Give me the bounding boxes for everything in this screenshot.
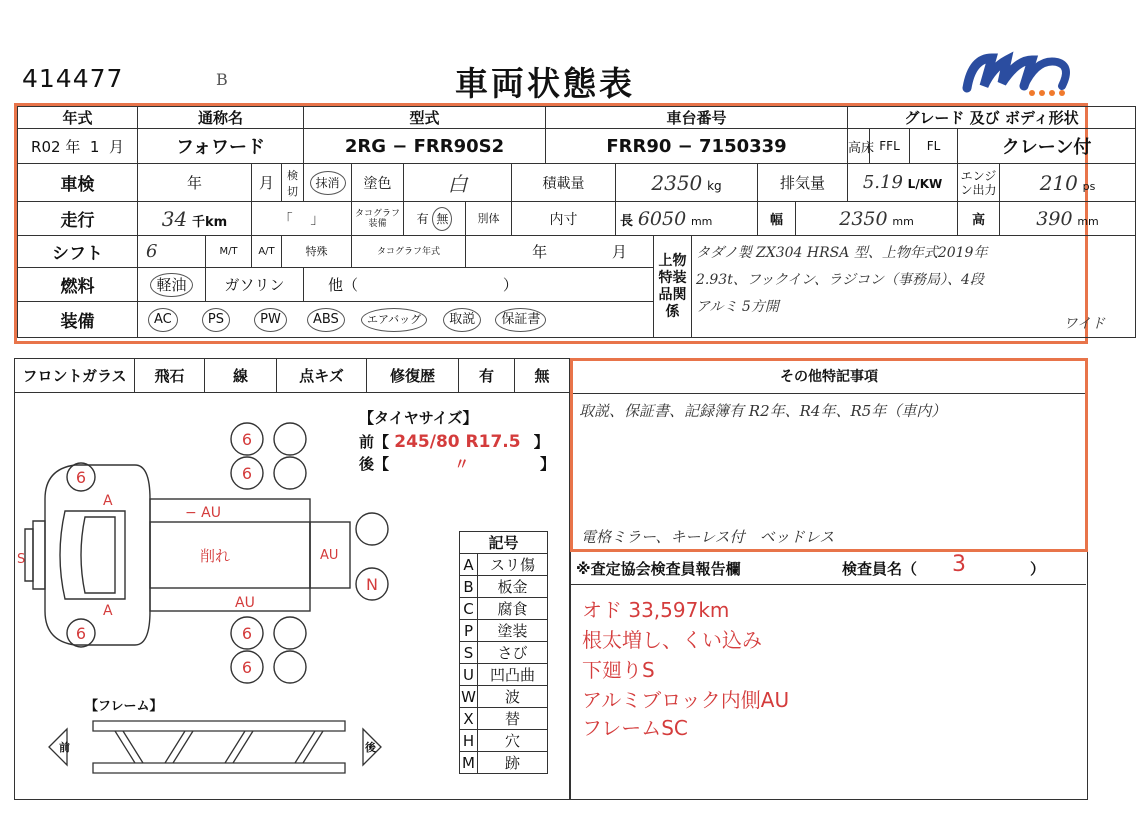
tosyoku-label: 塗色 bbox=[352, 164, 404, 202]
inspector-value: 3 bbox=[952, 552, 966, 577]
tire-mark-4: 6 bbox=[241, 658, 253, 677]
symbol-value: スリ傷 bbox=[478, 554, 548, 576]
tire-mark-1: 6 bbox=[241, 430, 253, 449]
jouko-note-4: ワイド bbox=[1063, 316, 1106, 332]
soubi-torisetsu: 取説 bbox=[443, 308, 481, 332]
shift-mt: M/T bbox=[206, 236, 252, 268]
damage-panel bbox=[14, 358, 570, 800]
other-note-1: 取説、保証書、記録簿有 R2年、R4年、R5年（車内） bbox=[579, 402, 947, 420]
cho-value: 6050 bbox=[637, 207, 687, 230]
haba-label: 幅 bbox=[758, 202, 796, 236]
tire-mark-2: 6 bbox=[241, 464, 253, 483]
symbol-key: U bbox=[460, 664, 478, 686]
engine-value: 210 bbox=[1039, 170, 1078, 195]
shaken-label: 車検 bbox=[18, 164, 138, 202]
shufukureki-nashi: 無 bbox=[515, 359, 570, 393]
symbol-key: B bbox=[460, 576, 478, 598]
shufukureki-ari: 有 bbox=[459, 359, 515, 393]
tire-heading: 【タイヤサイズ】 bbox=[359, 409, 478, 427]
tire-mark-5: 6 bbox=[75, 468, 87, 487]
tsuki-label: 月 bbox=[108, 137, 124, 156]
betsutai-label: 別体 bbox=[466, 202, 512, 236]
sekisai-value: 2350 bbox=[651, 170, 703, 195]
nenshiki-era: R02 bbox=[31, 137, 61, 156]
soubi-label: 装備 bbox=[18, 302, 138, 338]
inspector-end: ） bbox=[1030, 560, 1046, 578]
jouko-notes bbox=[692, 236, 1136, 338]
symbol-value: 波 bbox=[478, 686, 548, 708]
tire-rear-row: 後【 〃 】 bbox=[359, 455, 555, 473]
soukou-value: 34 bbox=[161, 206, 188, 231]
symbol-value: 凹凸曲 bbox=[478, 664, 548, 686]
report-line-3: 下廻りS bbox=[582, 658, 655, 682]
keiyu-cell bbox=[138, 268, 206, 302]
company-logo bbox=[962, 48, 1077, 98]
symbol-value: 穴 bbox=[478, 730, 548, 752]
nenshiki-cell bbox=[18, 129, 138, 164]
grade-takayuka: 高床 bbox=[848, 129, 870, 164]
inspector-label: 検査員名（ bbox=[842, 560, 918, 578]
soubi-ps: PS bbox=[202, 308, 230, 332]
frame-front-label: 前 bbox=[59, 741, 70, 754]
symbol-key: H bbox=[460, 730, 478, 752]
header-katashiki: 型式 bbox=[304, 107, 546, 129]
symbol-key: W bbox=[461, 687, 476, 706]
header-nenshiki: 年式 bbox=[18, 107, 138, 129]
shufukureki-label: 修復歴 bbox=[367, 359, 459, 393]
soubi-hoshosho: 保証書 bbox=[495, 308, 546, 332]
symbol-value: 板金 bbox=[478, 576, 548, 598]
soubi-pw: PW bbox=[254, 308, 287, 332]
jouko-note-1: タダノ製 ZX304 HRSA 型、上物年式2019年 bbox=[696, 245, 988, 261]
soukou-label: 走行 bbox=[18, 202, 138, 236]
tire-rear-value: 〃 bbox=[454, 455, 470, 473]
symbol-key: C bbox=[460, 598, 478, 620]
bed-side-mark: AU bbox=[320, 548, 339, 563]
page-title: 車両状態表 bbox=[455, 64, 635, 103]
soubi-list bbox=[138, 302, 654, 338]
tacho-nenshiki-label: タコグラフ年式 bbox=[352, 236, 466, 268]
jouko-note-3: アルミ 5方開 bbox=[696, 299, 779, 315]
shift-at: A/T bbox=[252, 236, 282, 268]
glass-label: フロントガラス bbox=[15, 359, 135, 393]
other-notes-title: その他特記事項 bbox=[573, 361, 1085, 394]
cab-rear-mark: A bbox=[103, 603, 113, 619]
nen-label: 年 bbox=[65, 137, 81, 156]
haiki-value: 5.19 bbox=[862, 172, 903, 193]
report-line-4: アルミブロック内側AU bbox=[582, 688, 790, 712]
soubi-ac: AC bbox=[148, 308, 178, 332]
symbol-value: 替 bbox=[478, 708, 548, 730]
spare-mark: N bbox=[366, 575, 378, 594]
header-grade: グレード 及び ボディ形状 bbox=[848, 107, 1136, 129]
kengiri-label: 検切 bbox=[282, 164, 304, 202]
glass-tobiishi: 飛石 bbox=[135, 359, 205, 393]
taka-cell: 390 mm bbox=[1000, 202, 1136, 236]
other-notes-box bbox=[570, 358, 1088, 552]
header-shadai: 車台番号 bbox=[546, 107, 848, 129]
tire-front-value: 245/80 R17.5 bbox=[394, 432, 521, 452]
nenshiki-month: 1 bbox=[89, 137, 100, 156]
tosyoku-value: 白 bbox=[404, 164, 512, 202]
shaken-year: 年 bbox=[138, 164, 252, 202]
grade-ffl: FFL bbox=[870, 129, 910, 164]
jouko-label: 上物特装品関係 bbox=[654, 236, 692, 338]
report-line-5: フレームSC bbox=[582, 716, 688, 740]
gasoline-option: ガソリン bbox=[206, 268, 304, 302]
symbol-key: S bbox=[460, 642, 478, 664]
haiki-label: 排気量 bbox=[758, 164, 848, 202]
taka-value: 390 bbox=[1036, 207, 1073, 230]
cho-cell: 長 6050 mm bbox=[616, 202, 758, 236]
sekisai-cell: 2350 kg bbox=[616, 164, 758, 202]
katashiki-value: 2RG − FRR90S2 bbox=[304, 129, 546, 164]
engine-cell: 210 ps bbox=[1000, 164, 1136, 202]
other-note-2: 電格ミラー、キーレス付 ベッドレス bbox=[581, 528, 835, 546]
vehicle-info-box bbox=[14, 103, 1106, 344]
shadai-value: FRR90 − 7150339 bbox=[546, 129, 848, 164]
haiki-cell: 5.19 L/KW bbox=[848, 164, 958, 202]
soukou-bracket: 「 」 bbox=[252, 202, 352, 236]
keiyu-option: 軽油 bbox=[150, 273, 192, 297]
shift-tokushu: 特殊 bbox=[282, 236, 352, 268]
truck-diagram bbox=[15, 419, 395, 699]
shaken-month: 月 bbox=[252, 164, 282, 202]
bed-middle-mark: 削れ bbox=[200, 547, 231, 565]
soukou-cell: 34 千km bbox=[138, 202, 252, 236]
symbol-legend bbox=[459, 531, 548, 774]
tire-front-row: 前【 245/80 R17.5 】 bbox=[359, 432, 549, 452]
tsusho-value: フォワード bbox=[138, 129, 304, 164]
tire-mark-6: 6 bbox=[75, 624, 87, 643]
frame-label: 【フレーム】 bbox=[85, 699, 163, 714]
soubi-abs: ABS bbox=[307, 308, 345, 332]
frame-rear-label: 後 bbox=[365, 741, 376, 754]
report-line-1: オド 33,597km bbox=[582, 598, 730, 622]
shift-cell bbox=[138, 236, 206, 268]
symbol-title: 記号 bbox=[460, 532, 548, 554]
glass-row bbox=[14, 358, 570, 393]
symbol-key: A bbox=[460, 554, 478, 576]
jouko-note-2: 2.93t、フックイン、ラジコン（事務局）、4段 bbox=[696, 272, 984, 288]
tacho-label: タコグラフ装備 bbox=[352, 202, 404, 236]
tacho-ari-nashi: 有 無 bbox=[404, 202, 466, 236]
masshou-label: 抹消 bbox=[304, 164, 352, 202]
glass-sen: 線 bbox=[205, 359, 277, 393]
report-line-2: 根太増し、くい込み bbox=[582, 628, 762, 652]
shift-value: 6 bbox=[146, 241, 158, 262]
haba-cell: 2350 mm bbox=[796, 202, 958, 236]
taka-label: 高 bbox=[958, 202, 1000, 236]
frame-diagram bbox=[45, 711, 385, 783]
naisun-label: 内寸 bbox=[512, 202, 616, 236]
glass-tenkizu: 点キズ bbox=[277, 359, 367, 393]
bed-bottom-mark: AU bbox=[235, 595, 255, 611]
symbol-key: X bbox=[460, 708, 478, 730]
document-id: 414477 bbox=[22, 64, 124, 93]
grade-fl: FL bbox=[910, 129, 958, 164]
body-shape: クレーン付 bbox=[958, 129, 1136, 164]
sekisai-label: 積載量 bbox=[512, 164, 616, 202]
header-tsusho: 通称名 bbox=[138, 107, 304, 129]
symbol-value: 塗装 bbox=[478, 620, 548, 642]
symbol-key: M bbox=[460, 752, 478, 774]
report-header bbox=[570, 550, 1086, 585]
nenryo-label: 燃料 bbox=[18, 268, 138, 302]
vehicle-info-table bbox=[17, 106, 1136, 338]
symbol-value: 腐食 bbox=[478, 598, 548, 620]
haba-value: 2350 bbox=[839, 207, 888, 230]
report-title: ※査定協会検査員報告欄 bbox=[576, 560, 741, 578]
cab-front-mark: A bbox=[103, 493, 113, 509]
symbol-key: P bbox=[460, 620, 478, 642]
symbol-value: 跡 bbox=[478, 752, 548, 774]
bed-top-mark: − AU bbox=[185, 505, 222, 521]
tacho-nenshiki-cell: 年 月 bbox=[466, 236, 654, 268]
hoka-cell: 他（ ） bbox=[304, 268, 654, 302]
cab-left-mark: S bbox=[17, 552, 26, 567]
shift-label: シフト bbox=[18, 236, 138, 268]
document-mark: B bbox=[216, 70, 228, 89]
symbol-value: さび bbox=[478, 642, 548, 664]
tire-mark-3: 6 bbox=[241, 624, 253, 643]
soubi-airbag: エアバッグ bbox=[361, 308, 427, 332]
engine-label: エンジン出力 bbox=[958, 164, 1000, 202]
